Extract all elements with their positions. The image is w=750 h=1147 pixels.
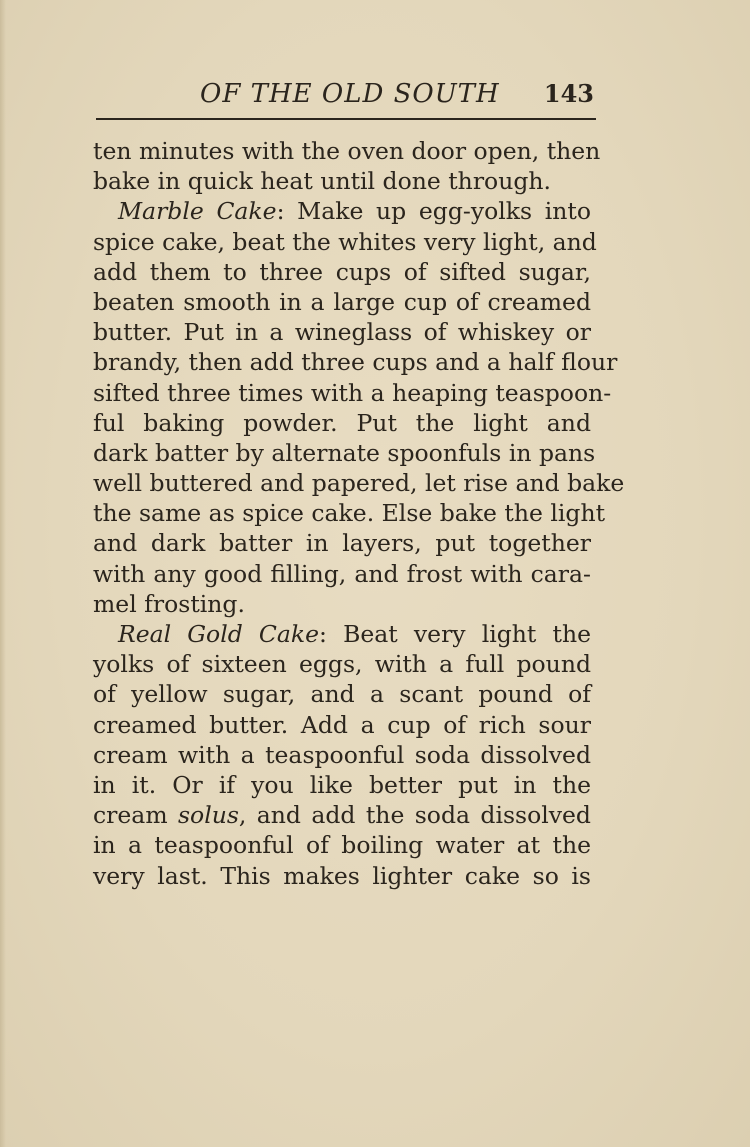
- text-segment: in it. Or if you like better put in the: [93, 770, 591, 799]
- text-segment: ful baking powder. Put the light and: [93, 408, 591, 437]
- text-segment: with any good filling, and frost with cara-: [93, 559, 591, 588]
- text-line: [93, 347, 618, 377]
- text-segment: cream with a teaspoonful soda dissolved: [93, 740, 591, 769]
- text-line: [93, 287, 591, 317]
- text-segment: cream: [93, 801, 178, 830]
- body-text: [93, 136, 625, 891]
- text-line: [93, 649, 591, 679]
- paragraph: [93, 196, 625, 619]
- text-line: [93, 740, 591, 770]
- text-line: [93, 317, 591, 347]
- text-segment: bake in quick heat until done through.: [93, 167, 551, 196]
- text-segment: : Beat very light the: [319, 620, 592, 648]
- text-line: [93, 589, 591, 619]
- text-segment: dark batter by alternate spoonfuls in pans: [93, 438, 596, 467]
- text-segment: and dark batter in layers, put together: [93, 529, 591, 558]
- text-segment: mel frosting.: [93, 589, 245, 618]
- text-segment: : Make up egg-yolks into: [276, 197, 591, 226]
- text-line: [93, 438, 596, 468]
- text-line: [93, 196, 591, 226]
- text-segment: very last. This makes lighter cake so is: [93, 861, 591, 890]
- text-line: [93, 861, 591, 891]
- text-line: [93, 227, 597, 257]
- page-edge-shadow: [0, 0, 6, 1147]
- text-segment: brandy, then add three cups and a half flour: [93, 348, 618, 377]
- italic-text: solus: [178, 801, 239, 830]
- text-segment: in a teaspoonful of boiling water at the: [93, 831, 591, 860]
- text-line: [93, 528, 591, 558]
- text-segment: add them to three cups of sifted sugar,: [93, 257, 591, 286]
- italic-text: Marble Cake: [118, 197, 277, 226]
- running-header: [96, 76, 596, 116]
- text-line: [93, 408, 591, 438]
- text-line: [93, 619, 591, 649]
- text-segment: yolks of sixteen eggs, with a full pound: [93, 650, 591, 679]
- text-segment: well buttered and papered, let rise and bake: [93, 469, 625, 498]
- text-line: [93, 710, 591, 740]
- running-title: OF THE OLD SOUTH: [200, 79, 500, 109]
- text-line: [93, 136, 601, 166]
- header-rule: [96, 118, 596, 120]
- text-segment: creamed butter. Add a cup of rich sour: [93, 710, 591, 739]
- text-line: [93, 257, 591, 287]
- text-segment: , and add the soda dissolved: [238, 801, 591, 830]
- page-number: 143: [543, 79, 594, 108]
- text-line: [93, 679, 591, 709]
- text-line: [93, 468, 625, 498]
- text-line: [93, 166, 591, 196]
- text-segment: ten minutes with the oven door open, then: [93, 137, 601, 165]
- text-segment: beaten smooth in a large cup of creamed: [93, 287, 591, 316]
- text-segment: the same as spice cake. Else bake the light: [93, 499, 606, 528]
- text-segment: of yellow sugar, and a scant pound of: [93, 680, 591, 709]
- text-line: [93, 378, 612, 408]
- paragraph: [93, 136, 601, 196]
- text-line: [93, 770, 591, 800]
- text-segment: spice cake, beat the whites very light, and: [93, 227, 597, 256]
- text-line: [93, 498, 606, 528]
- text-line: [93, 800, 591, 830]
- paragraph: [93, 619, 591, 891]
- text-segment: sifted three times with a heaping teaspoon-: [93, 378, 612, 407]
- italic-text: Real Gold Cake: [118, 620, 320, 648]
- text-line: [93, 830, 591, 860]
- text-segment: butter. Put in a wineglass of whiskey or: [93, 318, 591, 347]
- text-line: [93, 559, 591, 589]
